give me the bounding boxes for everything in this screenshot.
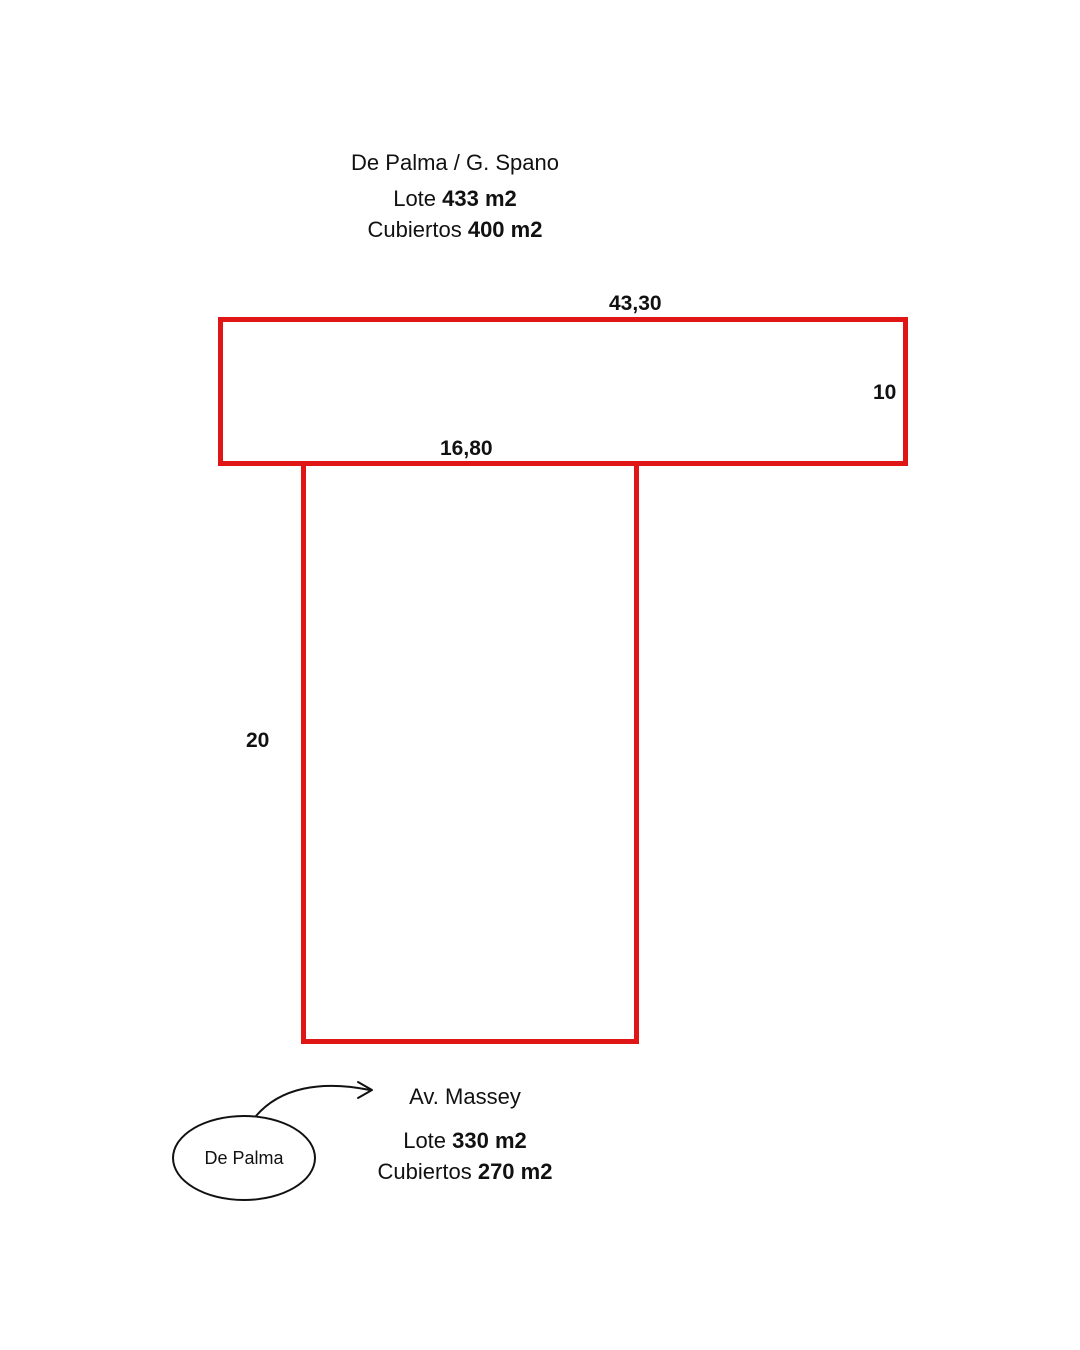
top-lot-covered-row (300, 219, 610, 241)
top-lot-depth-label: 10 (873, 381, 897, 404)
bottom-lot-covered-row (330, 1161, 600, 1183)
top-lot-info (300, 152, 610, 250)
bottom-lot-covered-value: 270 m2 (477, 1159, 553, 1184)
bottom-lot-outline (301, 462, 639, 1044)
bottom-lot-area-label: Lote (403, 1128, 447, 1153)
top-lot-width-label: 43,30 (609, 292, 662, 315)
top-lot-name: De Palma / G. Spano (351, 150, 559, 175)
bottom-lot-depth-label: 20 (246, 729, 270, 752)
top-lot-covered-label: Cubiertos (367, 217, 462, 242)
bottom-lot-covered-label: Cubiertos (377, 1159, 472, 1184)
top-lot-area-value: 433 m2 (442, 186, 517, 211)
bottom-lot-info (330, 1086, 600, 1192)
bottom-lot-width-label: 16,80 (440, 437, 493, 460)
bottom-lot-area-value: 330 m2 (452, 1128, 527, 1153)
street-marker (172, 1115, 316, 1201)
top-lot-outline (218, 317, 908, 466)
top-lot-area-label: Lote (393, 186, 437, 211)
street-marker-label: De Palma (204, 1148, 284, 1168)
bottom-lot-area-row (330, 1130, 600, 1152)
bottom-lot-name: Av. Massey (409, 1084, 521, 1109)
top-lot-area-row (300, 188, 610, 210)
top-lot-covered-value: 400 m2 (467, 217, 543, 242)
